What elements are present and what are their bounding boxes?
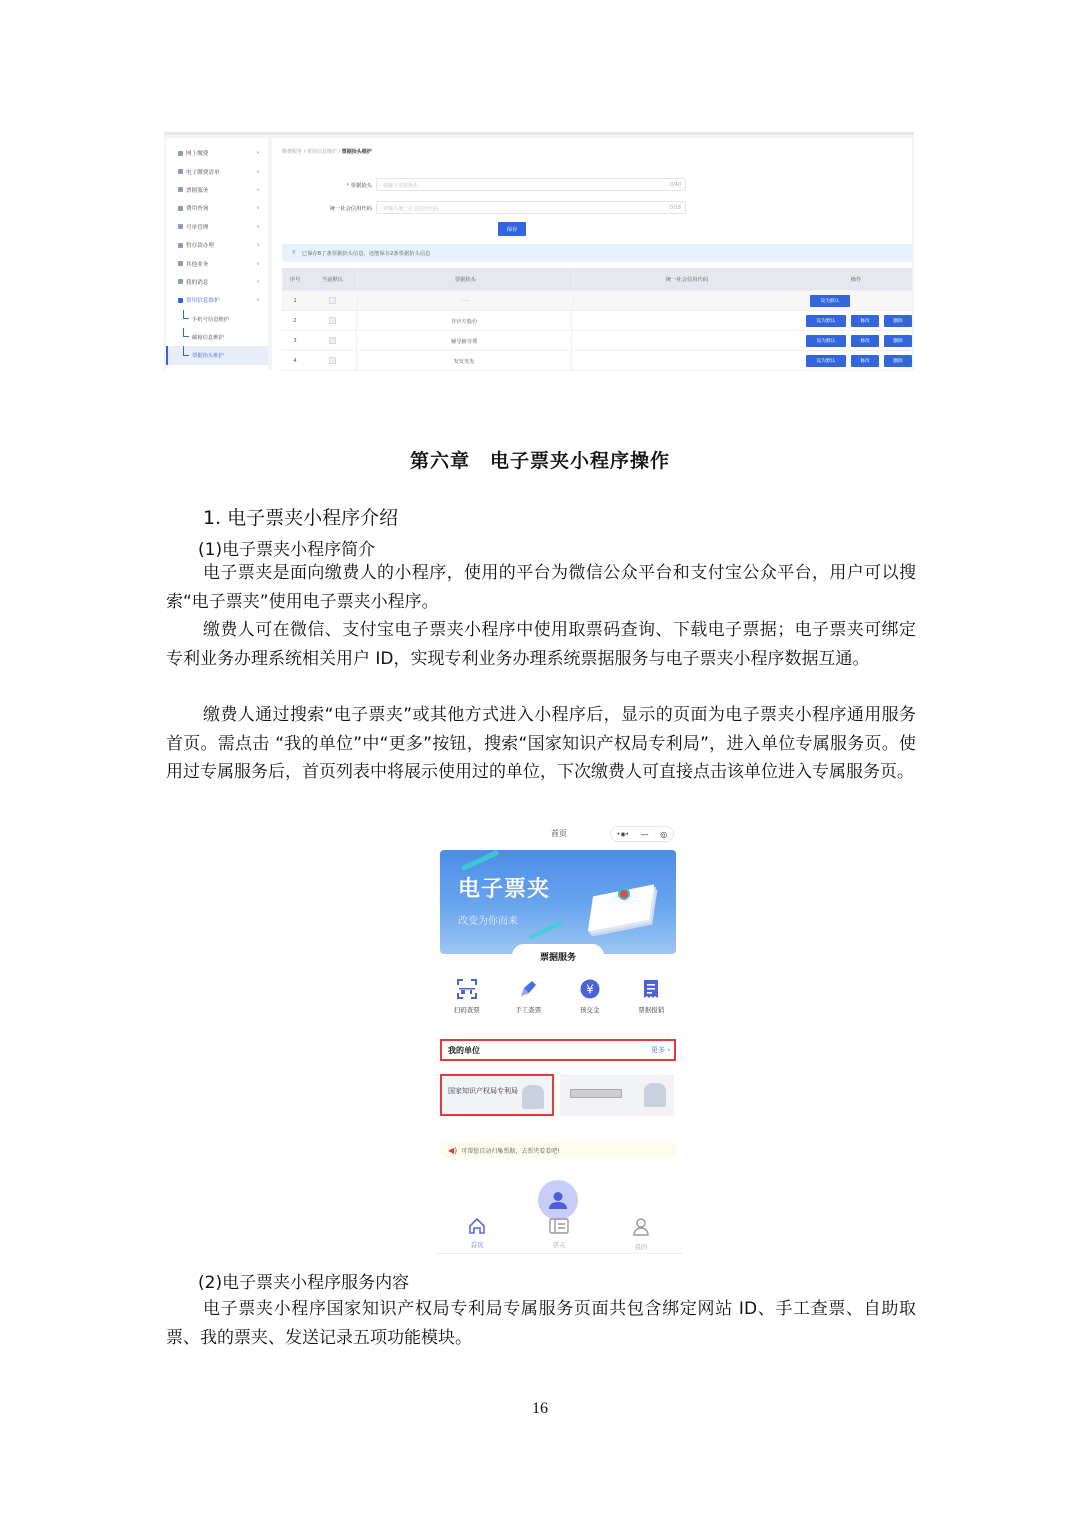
delete-button[interactable]: 删除 — [884, 335, 912, 347]
invoice-title-input[interactable]: 请输入票据抬头 0/40 — [376, 178, 686, 191]
banner-title: 电子票夹 — [458, 877, 551, 902]
credit-code-label: 统一社会信用代码 — [329, 206, 372, 212]
credit-code-row — [272, 201, 912, 215]
building-icon — [644, 1083, 666, 1107]
chevron-down-icon: ∨ — [256, 186, 260, 193]
invoice-icon — [178, 187, 183, 192]
services-title: 票据服务 — [512, 944, 604, 966]
seal-icon — [618, 888, 630, 900]
services-grid — [436, 978, 682, 1014]
tip-banner[interactable]: ◀) 可帮您自动归集票据，去票夹看看吧! — [440, 1142, 676, 1158]
sidebar-item-payment-list[interactable]: 电子缴费清单 ∨ — [166, 162, 268, 180]
invoice-title-table — [282, 268, 912, 371]
scan-icon — [456, 978, 478, 1000]
page-number: 16 — [532, 1400, 548, 1417]
service-prepay[interactable]: ¥ 预交金 — [562, 978, 618, 1014]
avatar-button[interactable] — [538, 1180, 578, 1220]
sidebar-subitem-invoice-title[interactable]: 票据抬头维护 — [166, 346, 268, 364]
sidebar-item-messages[interactable]: 我的消息 ∨ — [166, 273, 268, 291]
ticket-icon — [549, 1218, 569, 1234]
sidebar-item-order-management[interactable]: 号单管理 ∨ — [166, 218, 268, 236]
chevron-down-icon: ∨ — [256, 223, 260, 230]
default-checkbox[interactable] — [329, 317, 336, 324]
sidebar-item-other[interactable]: 其他业务 ∨ — [166, 254, 268, 272]
minimize-icon[interactable]: — — [640, 829, 649, 839]
chevron-up-icon: ∧ — [256, 297, 260, 304]
list-icon — [178, 169, 183, 174]
order-icon — [178, 224, 183, 229]
service-manual[interactable]: 手工查票 — [500, 978, 556, 1014]
receipt-icon — [640, 978, 662, 1000]
sidebar-item-fee-query[interactable]: 费用查询 ∨ — [166, 199, 268, 217]
tab-bar — [436, 1218, 682, 1254]
service-scan[interactable]: 扫码查票 — [439, 978, 495, 1014]
user-icon — [548, 1190, 568, 1210]
table-row: 2 非官方股份 设为默认 修改 删除 — [282, 311, 912, 331]
table-row: 3 辅导辅导费 设为默认 修改 删除 — [282, 331, 912, 351]
message-icon — [178, 279, 183, 284]
tab-me[interactable]: 我的 — [616, 1218, 666, 1253]
yuan-icon — [579, 978, 601, 1000]
deposit-icon — [178, 243, 183, 248]
edit-icon — [178, 298, 183, 303]
nav-title: 首页 — [551, 829, 567, 838]
home-icon — [468, 1218, 486, 1234]
service-reimburse[interactable]: 票据报销 — [623, 978, 679, 1014]
banner — [440, 850, 676, 954]
set-default-button[interactable]: 设为默认 — [806, 335, 846, 347]
my-units-header — [440, 1039, 676, 1061]
chevron-down-icon: ∨ — [256, 278, 260, 285]
delete-button[interactable]: 删除 — [884, 315, 912, 327]
delete-button[interactable]: 删除 — [884, 355, 912, 367]
more-link[interactable]: 更多 › — [650, 1046, 670, 1054]
sidebar-subitem-phone[interactable]: 手机号信息维护 — [166, 310, 268, 328]
admin-main — [272, 138, 912, 371]
sidebar-item-deposit[interactable]: 暂存款办理 ∨ — [166, 236, 268, 254]
table-row: 1 ····· 设为默认 — [282, 291, 912, 311]
my-units-title: 我的单位 — [448, 1045, 480, 1055]
building-icon — [522, 1085, 544, 1109]
set-default-button[interactable]: 设为默认 — [806, 355, 846, 367]
chevron-down-icon: ∨ — [256, 205, 260, 212]
paragraph: 电子票夹小程序国家知识产权局专利局专属服务页面共包含绑定网站 ID、手工查票、自助取票、我的票夹、发送记录五项功能模块。 — [166, 1299, 916, 1348]
query-icon — [178, 206, 183, 211]
speaker-icon: ◀) — [448, 1145, 458, 1155]
capsule-menu — [610, 826, 674, 842]
breadcrumb-current: 票据抬头维护 — [341, 149, 372, 155]
edit-button[interactable]: 修改 — [851, 355, 879, 367]
tab-home[interactable]: 首页 — [452, 1218, 502, 1253]
admin-sidebar — [166, 138, 268, 371]
banner-subtitle: 改变为你而来 — [458, 916, 518, 927]
admin-screenshot — [164, 132, 914, 370]
info-notice: ⚲ 已保存8了条票据抬头信息，还能保存2条票据抬头信息 — [282, 244, 912, 262]
save-button[interactable]: 保存 — [498, 222, 526, 236]
sidebar-subitem-email[interactable]: 邮箱信息维护 — [166, 328, 268, 346]
section-heading: 1. 电子票夹小程序介绍 — [203, 507, 399, 529]
close-icon[interactable]: ◎ — [660, 829, 668, 839]
breadcrumb-link[interactable]: 常用信息维护 — [306, 149, 337, 155]
paragraph: 缴费人通过搜索“电子票夹”或其他方式进入小程序后，显示的页面为电子票夹小程序通用服务首页。需点击 “我的单位”中“更多”按钮，搜索“国家知识产权局专利局”，进入单位专属服务页。使用过专属服务后，首页列表中将展示使用过的单位，下次缴费人可直接点击该单位进入专属服务页。 — [166, 705, 916, 782]
set-default-button[interactable]: 设为默认 — [810, 295, 850, 307]
link-icon: ⚲ — [292, 250, 296, 256]
other-icon — [178, 261, 183, 266]
redacted-bar — [570, 1089, 622, 1098]
edit-button[interactable]: 修改 — [851, 335, 879, 347]
set-default-button[interactable]: 设为默认 — [806, 315, 846, 327]
sidebar-item-online-payment[interactable]: 网上缴费 ∨ — [166, 144, 268, 162]
svg-text:¥: ¥ — [585, 982, 594, 997]
payment-icon — [178, 151, 183, 156]
sidebar-item-invoice-service[interactable]: 票据服务 ∨ — [166, 181, 268, 199]
default-checkbox[interactable] — [329, 297, 336, 304]
table-header: 序号 当前默认 票据抬头 统一社会信用代码 操作 — [282, 268, 912, 291]
chevron-down-icon: ∨ — [256, 168, 260, 175]
subsection-heading: (1)电子票夹小程序简介 — [198, 540, 376, 560]
edit-button[interactable]: 修改 — [851, 315, 879, 327]
table-row: 4 发发发发 设为默认 修改 删除 — [282, 351, 912, 371]
more-icon[interactable]: •◉• — [616, 830, 630, 838]
invoice-title-row — [272, 178, 912, 192]
unit-card-patent-office[interactable]: 国家知识产权局专利局 — [440, 1074, 554, 1116]
tab-ticket[interactable]: 票夹 — [534, 1218, 584, 1253]
chevron-down-icon: ∨ — [256, 242, 260, 249]
paragraph: 电子票夹是面向缴费人的小程序，使用的平台为微信公众平台和支付宝公众平台，用户可以搜索“电子票夹”使用电子票夹小程序。 — [166, 563, 916, 612]
credit-code-input[interactable]: 请输入统一社会信用代码 0/18 — [376, 201, 686, 214]
chevron-down-icon: ∨ — [256, 150, 260, 157]
subsection-heading: (2)电子票夹小程序服务内容 — [198, 1273, 410, 1293]
paragraph: 缴费人可在微信、支付宝电子票夹小程序中使用取票码查询、下载电子票据；电子票夹可绑定专利业务办理系统相关用户 ID，实现专利业务办理系统票据服务与电子票夹小程序数据互通。 — [166, 620, 916, 669]
invoice-title-label: * 票据抬头 — [346, 183, 372, 189]
breadcrumb-link[interactable]: 缴费服务 — [282, 149, 303, 155]
breadcrumb: 缴费服务 / 常用信息维护 / 票据抬头维护 — [282, 149, 372, 155]
chevron-down-icon: ∨ — [256, 260, 260, 267]
pen-icon — [517, 978, 539, 1000]
sidebar-item-info-maintenance[interactable]: 常用信息维护 ∧ — [166, 291, 268, 309]
unit-card-redacted[interactable] — [560, 1074, 674, 1116]
user-outline-icon — [632, 1218, 650, 1236]
miniprogram-screenshot — [436, 822, 682, 1258]
chapter-heading: 第六章 电子票夹小程序操作 — [409, 450, 671, 472]
default-checkbox[interactable] — [329, 337, 336, 344]
default-checkbox[interactable] — [329, 357, 336, 364]
